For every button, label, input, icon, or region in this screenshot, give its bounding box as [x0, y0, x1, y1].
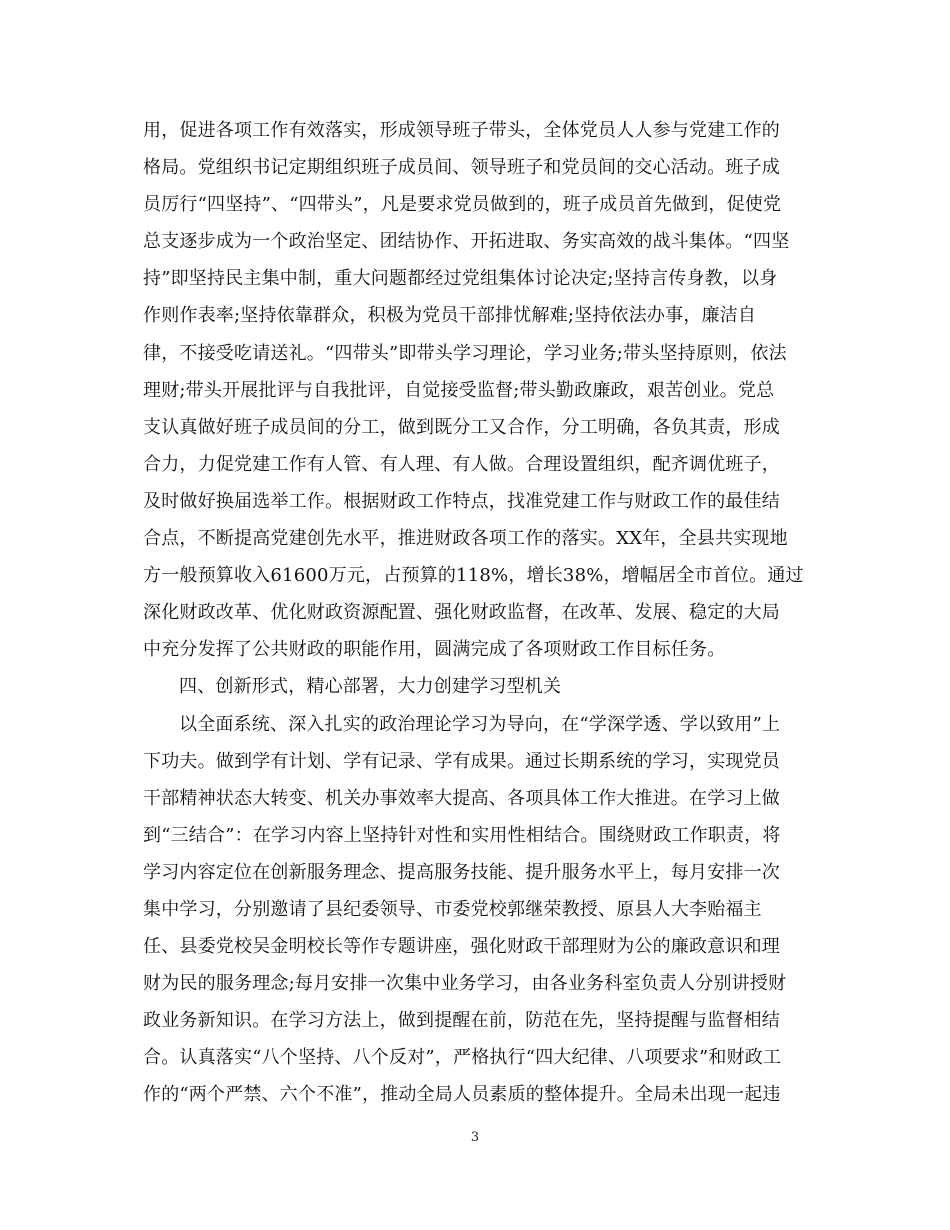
text-line: 作则作表率;坚持依靠群众，积极为党员干部排忧解难;坚持依法办事，廉洁自 — [143, 305, 757, 327]
text-line: 以全面系统、深入扎实的政治理论学习为导向，在“学深学透、学以致用”上 — [179, 713, 781, 735]
text-line: 员厉行“四坚持”、“四带头”，凡是要求党员做到的，班子成员首先做到，促使党 — [143, 194, 782, 216]
text-line: 用，促进各项工作有效落实，形成领导班子带头，全体党员人人参与党建工作的 — [143, 120, 780, 141]
text-line: 学习内容定位在创新服务理念、提高服务技能、提升服务水平上，每月安排一次 — [143, 861, 780, 883]
text-line: 格局。党组织书记定期组织班子成员间、领导班子和党员间的交心活动。班子成 — [143, 157, 780, 179]
text-line: 持”即坚持民主集中制，重大问题都经过党组集体讨论决定;坚持言传身教，以身 — [143, 268, 778, 290]
text-line: 合。认真落实“八个坚持、八个反对”，严格执行“四大纪律、八项要求”和财政工 — [143, 1047, 782, 1069]
text-line: 理财;带头开展批评与自我批评，自觉接受监督;带头勤政廉政，艰苦创业。党总 — [143, 379, 775, 401]
text-line: 财为民的服务理念;每月安排一次集中业务学习，由各业务科室负责人分别讲授财 — [143, 973, 787, 995]
text-line: 作的“两个严禁、六个不准”，推动全局人员素质的整体提升。全局未出现一起违 — [143, 1084, 781, 1106]
text-line: 合力，力促党建工作有人管、有人理、有人做。合理设置组织，配齐调优班子， — [143, 453, 780, 475]
text-line: 集中学习，分别邀请了县纪委领导、市委党校郭继荣教授、原县人大李贻福主 — [143, 898, 762, 920]
text-line: 律，不接受吃请送礼。“四带头”即带头学习理论，学习业务;带头坚持原则，依法 — [143, 342, 787, 364]
text-line: 下功夫。做到学有计划、学有记录、学有成果。通过长期系统的学习，实现党员 — [143, 750, 780, 772]
text-line: 任、县委党校吴金明校长等作专题讲座，强化财政干部理财为公的廉政意识和理 — [143, 936, 780, 958]
text-line: 政业务新知识。在学习方法上，做到提醒在前，防范在先，坚持提醒与监督相结 — [143, 1010, 780, 1032]
text-line: 深化财政改革、优化财政资源配置、强化财政监督，在改革、发展、稳定的大局 — [143, 602, 780, 624]
text-line: 干部精神状态大转变、机关办事效率大提高、各项具体工作大推进。在学习上做 — [143, 787, 780, 809]
body-text — [143, 112, 815, 1114]
text-line: 及时做好换届选举工作。根据财政工作特点，找准党建工作与财政工作的最佳结 — [143, 490, 780, 512]
text-line: 总支逐步成为一个政治坚定、团结协作、开拓进取、务实高效的战斗集体。“四坚 — [143, 231, 790, 253]
section-heading: 四、创新形式，精心部署，大力创建学习型机关 — [179, 676, 562, 698]
page-number: 3 — [470, 1130, 480, 1145]
text-line: 到“三结合”：在学习内容上坚持针对性和实用性相结合。围绕财政工作职责，将 — [143, 824, 781, 846]
text-line: 方一般预算收入61600万元，占预算的118%，增长38%，增幅居全市首位。通过 — [143, 565, 804, 587]
text-line: 支认真做好班子成员间的分工，做到既分工又合作，分工明确，各负其责，形成 — [143, 416, 780, 438]
text-line: 中充分发挥了公共财政的职能作用，圆满完成了各项财政工作目标任务。 — [143, 639, 726, 661]
text-line: 合点，不断提高党建创先水平，推进财政各项工作的落实。XX年，全县共实现地 — [143, 528, 788, 550]
